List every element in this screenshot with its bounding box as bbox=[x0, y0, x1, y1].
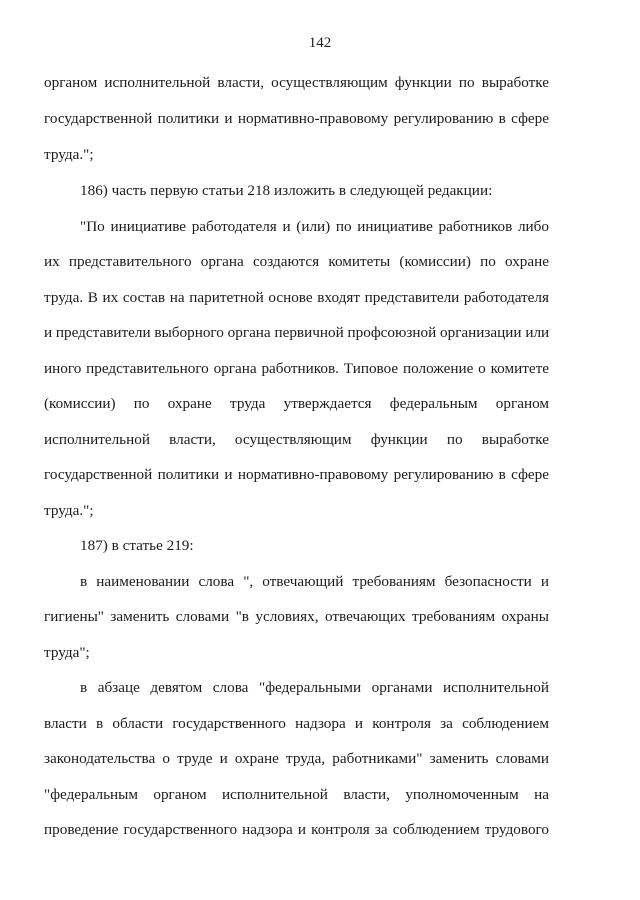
text-line: органом исполнительной власти, осуществляющим функции по выработке bbox=[44, 74, 549, 91]
text-line: и представители выборного органа первичной профсоюзной организации или bbox=[44, 324, 550, 341]
page-number: 142 bbox=[308, 35, 332, 51]
text-line: труда. В их состав на паритетной основе входят представители работодателя bbox=[44, 289, 549, 306]
text-line: проведение государственного надзора и контроля за соблюдением трудового bbox=[44, 821, 549, 838]
text-line: труда"; bbox=[44, 644, 90, 661]
text-line: исполнительной власти, осуществляющим функции по выработке bbox=[44, 431, 549, 448]
text-line: государственной политики и нормативно-правовому регулированию в сфере bbox=[44, 110, 549, 127]
text-line: иного представительного органа работников. Типовое положение о комитете bbox=[44, 360, 549, 377]
text-line: гигиены" заменить словами "в условиях, отвечающих требованиям охраны bbox=[44, 608, 549, 625]
text-line: (комиссии) по охране труда утверждается федеральным органом bbox=[44, 395, 549, 412]
item-186-line: 186) часть первую статьи 218 изложить в следующей редакции: bbox=[80, 182, 493, 199]
text-line: "По инициативе работодателя и (или) по инициативе работников либо bbox=[80, 218, 549, 235]
text-line: труда."; bbox=[44, 502, 94, 519]
text-line: труда."; bbox=[44, 146, 94, 163]
text-line: законодательства о труде и охране труда, работниками" заменить словами bbox=[44, 750, 549, 767]
text-line: в абзаце девятом слова "федеральными органами исполнительной bbox=[80, 679, 549, 696]
text-line: государственной политики и нормативно-правовому регулированию в сфере bbox=[44, 466, 549, 483]
text-line: "федеральным органом исполнительной власти, уполномоченным на bbox=[44, 786, 549, 803]
text-line: их представительного органа создаются комитеты (комиссии) по охране bbox=[44, 253, 549, 270]
text-line: в наименовании слова ", отвечающий требованиям безопасности и bbox=[80, 573, 549, 590]
item-187-line: 187) в статье 219: bbox=[80, 537, 194, 554]
text-line: власти в области государственного надзора и контроля за соблюдением bbox=[44, 715, 549, 732]
